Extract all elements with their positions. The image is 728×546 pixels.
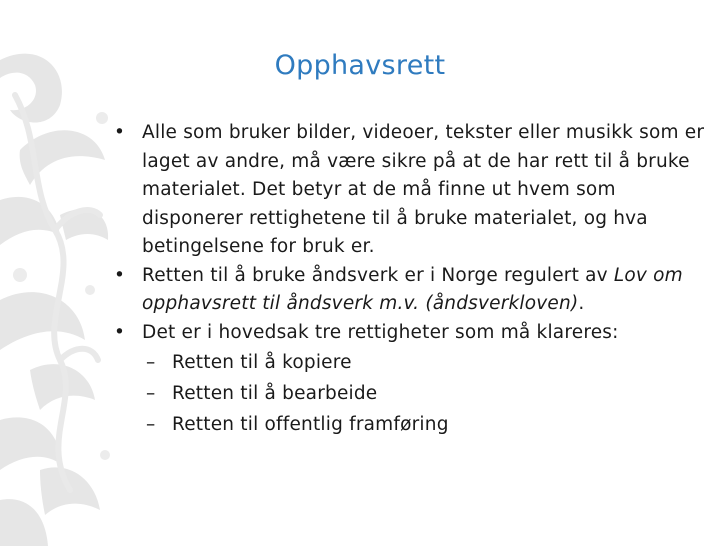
sub-marker: – [146, 352, 156, 373]
sub-marker: – [146, 414, 156, 435]
sub-item [112, 347, 712, 378]
slide-content [112, 119, 712, 440]
bullet-item [112, 262, 712, 319]
sub-item-text: Retten til offentlig framføring [172, 414, 449, 435]
bullet-text-end: . [578, 293, 585, 314]
bullet-item [112, 119, 712, 262]
bullet-marker: • [114, 321, 126, 343]
bullet-text: Det er i hovedsak tre rettigheter som må klareres: [142, 321, 619, 343]
bullet-marker: • [114, 264, 126, 286]
bullet-marker: • [114, 122, 126, 143]
law-title: Lov om opphavsrett til åndsverk m.v. (åndsverkloven) [142, 264, 683, 314]
bullet-item [112, 319, 712, 348]
sub-item [112, 409, 712, 440]
bullet-text: Alle som bruker bilder, videoer, tekster eller musikk som er laget av andre, må være sikre på at de har rett til å bruke materialet. Det betyr at de må finne ut hvem som disponerer rettighetene til å bruke materialet, og hva betingelsene for bruk er. [142, 122, 705, 257]
sub-item-text: Retten til å kopiere [172, 352, 352, 373]
sub-item-text: Retten til å bearbeide [172, 383, 378, 404]
sub-item [112, 378, 712, 409]
sub-marker: – [146, 383, 156, 404]
slide-title: Opphavsrett [274, 50, 446, 81]
bullet-text: Retten til å bruke åndsverk er i Norge regulert av [142, 264, 614, 286]
